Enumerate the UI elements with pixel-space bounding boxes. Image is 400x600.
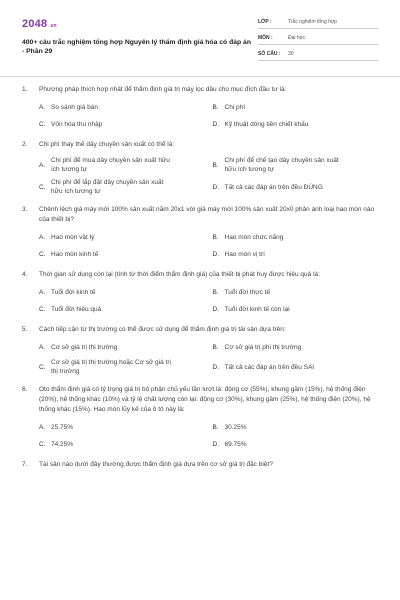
question-item bbox=[22, 270, 378, 316]
site-logo[interactable] bbox=[22, 18, 252, 30]
question-body: Phương pháp thích hợp nhất để thẩm định giá trị máy lọc dầu cho mục đích đầu tư là: bbox=[39, 86, 287, 93]
option-letter: D. bbox=[212, 121, 219, 128]
question-number: 7. bbox=[22, 461, 28, 468]
option-text: Tất cả các đáp án trên đều SAI bbox=[224, 363, 315, 371]
option-b[interactable] bbox=[213, 231, 379, 244]
option-list bbox=[22, 156, 378, 196]
option-text: Hao mòn chức năng bbox=[224, 234, 284, 241]
question-item bbox=[22, 325, 378, 376]
meta-label: SỐ CÂU : bbox=[258, 51, 281, 57]
question-item bbox=[22, 460, 378, 470]
option-text: Vốn hóa thu nhập bbox=[51, 121, 103, 128]
option-b[interactable] bbox=[213, 156, 379, 174]
question-body: Chênh lệch giá máy mới 100% sản xuất năm 20x1 với giá máy mới 100% sản xuất 20x0 phản ánh loại hao mòn nào của thiết bị? bbox=[39, 206, 375, 223]
option-letter: C. bbox=[39, 306, 46, 313]
question-item bbox=[22, 85, 378, 131]
option-text: Tuổi đời kinh tế còn lại bbox=[224, 306, 290, 313]
question-text bbox=[22, 325, 378, 335]
question-number: 6. bbox=[22, 386, 28, 393]
meta-value: Trắc nghiệm tổng hợp bbox=[288, 19, 337, 25]
option-text: Tuổi đời thực tế bbox=[224, 289, 271, 296]
option-text: Chi phí để chế tạo dây chuyền sản xuất hữu ích tương tự bbox=[224, 157, 339, 173]
question-number: 4. bbox=[22, 271, 28, 278]
option-b[interactable] bbox=[213, 341, 379, 354]
option-letter: B. bbox=[212, 289, 219, 296]
option-letter: A. bbox=[39, 234, 46, 241]
question-text bbox=[22, 460, 378, 470]
question-body: Tài sản nào dưới đây thường được thẩm định giá dựa trên cơ sở giá trị đặc biệt? bbox=[39, 461, 273, 468]
option-letter: B. bbox=[212, 104, 219, 111]
option-a[interactable] bbox=[39, 101, 205, 114]
meta-table bbox=[258, 16, 378, 76]
option-c[interactable] bbox=[39, 303, 205, 316]
option-letter: C. bbox=[39, 183, 46, 191]
question-item bbox=[22, 140, 378, 196]
question-text bbox=[22, 270, 378, 280]
meta-value: 30 bbox=[288, 51, 294, 57]
logo-main-text: 2048 bbox=[22, 18, 48, 30]
option-letter: A. bbox=[39, 161, 46, 169]
question-text bbox=[22, 85, 378, 95]
option-list bbox=[22, 101, 378, 131]
option-b[interactable] bbox=[213, 286, 379, 299]
option-letter: A. bbox=[39, 344, 46, 351]
option-c[interactable] bbox=[39, 248, 205, 261]
option-text: Chi phí để lắp đặt dây chuyền sản xuất hữu ích tương tự bbox=[51, 179, 164, 195]
option-a[interactable] bbox=[39, 286, 205, 299]
option-text: Chi phí để mua dây chuyền sản xuất hữu ích tương tự bbox=[51, 157, 170, 173]
option-text: Cơ sở giá trị thị trường hoặc Cơ sở giá trị thị trường bbox=[51, 359, 171, 375]
option-letter: B. bbox=[212, 234, 219, 241]
option-text: Kỹ thuật dòng tiền chiết khấu bbox=[224, 121, 309, 128]
option-text: Tuổi đời kinh tế bbox=[51, 289, 96, 296]
option-letter: C. bbox=[39, 121, 46, 128]
question-body: Thời gian sử dụng còn lại (tính từ thời điểm thẩm định giá) của thiết bị phát huy được hiệu quả là: bbox=[39, 271, 320, 278]
header-left bbox=[22, 18, 252, 76]
option-letter: D. bbox=[212, 363, 219, 371]
option-list bbox=[22, 421, 378, 451]
meta-value: Đại học bbox=[288, 35, 305, 41]
option-d[interactable] bbox=[213, 118, 379, 131]
question-number: 5. bbox=[22, 326, 28, 333]
document-title: 400+ câu trắc nghiệm tổng hợp Nguyên lý thẩm định giá hóa có đáp án - Phần 29 bbox=[22, 39, 251, 55]
option-a[interactable] bbox=[39, 341, 205, 354]
question-item bbox=[22, 385, 378, 451]
option-list bbox=[22, 231, 378, 261]
question-number: 1. bbox=[22, 86, 28, 93]
option-text: 30.25% bbox=[224, 424, 247, 431]
option-text: 25.75% bbox=[51, 424, 74, 431]
meta-row-count bbox=[258, 48, 378, 61]
option-letter: D. bbox=[212, 306, 219, 313]
option-c[interactable] bbox=[39, 118, 205, 131]
option-b[interactable] bbox=[213, 421, 379, 434]
option-text: Cơ sở giá trị thị trường bbox=[51, 344, 118, 351]
option-c[interactable] bbox=[39, 178, 205, 196]
option-text: Hao mòn kinh tế bbox=[51, 251, 99, 258]
question-text bbox=[22, 205, 378, 225]
option-a[interactable] bbox=[39, 231, 205, 244]
question-body: Chi phí thay thế dây chuyền sản xuất có thể là: bbox=[39, 141, 175, 148]
option-letter: C. bbox=[39, 363, 46, 371]
option-letter: C. bbox=[39, 441, 46, 448]
option-letter: D. bbox=[212, 183, 219, 191]
option-a[interactable] bbox=[39, 421, 205, 434]
question-list bbox=[22, 77, 378, 470]
option-letter: C. bbox=[39, 251, 46, 258]
option-letter: B. bbox=[212, 424, 219, 431]
option-c[interactable] bbox=[39, 358, 205, 376]
option-text: 69.75% bbox=[224, 441, 247, 448]
option-letter: B. bbox=[212, 161, 219, 169]
option-letter: A. bbox=[39, 104, 46, 111]
option-list bbox=[22, 341, 378, 376]
option-d[interactable] bbox=[213, 248, 379, 261]
question-item bbox=[22, 205, 378, 261]
meta-label: MÔN : bbox=[258, 35, 273, 41]
option-list bbox=[22, 286, 378, 316]
option-c[interactable] bbox=[39, 438, 205, 451]
option-b[interactable] bbox=[213, 101, 379, 114]
option-letter: D. bbox=[212, 251, 219, 258]
question-number: 2. bbox=[22, 141, 28, 148]
option-text: Cơ sở giá trị phi thị trường bbox=[224, 344, 302, 351]
option-text: Chi phí bbox=[224, 104, 246, 111]
option-letter: A. bbox=[39, 424, 46, 431]
question-body: Oto thẩm định giá có tỷ trọng giá trị bộ phận chủ yếu lần lượt là: động cơ (55%), khung gầm (15%), hệ thống điện (20%), hệ thống khác (10%) và tỷ lệ chất lượng còn lại: động cơ (30%), khung gầm (25%), hệ thống điện (20%), hệ thống khác (15%). Hao mòn lũy kế của ô tô này là: bbox=[39, 386, 371, 413]
question-body: Cách tiếp cận từ thị trường có thể được sử dụng để thẩm định giá trị tài sản dựa trên: bbox=[39, 326, 286, 333]
option-text: Hao mòn vật lý bbox=[51, 234, 95, 241]
option-text: Tất cả các đáp án trên đều ĐÚNG bbox=[224, 183, 323, 191]
option-text: So sánh giá bán bbox=[51, 104, 98, 111]
option-d[interactable] bbox=[213, 303, 379, 316]
option-text: Tuổi đời hiệu quả bbox=[51, 306, 102, 313]
option-d[interactable] bbox=[213, 438, 379, 451]
option-d[interactable] bbox=[213, 358, 379, 376]
option-letter: A. bbox=[39, 289, 46, 296]
meta-label: LỚP : bbox=[258, 19, 272, 25]
option-letter: D. bbox=[212, 441, 219, 448]
question-text bbox=[22, 140, 378, 150]
meta-row-subject bbox=[258, 32, 378, 45]
question-number: 3. bbox=[22, 206, 28, 213]
option-d[interactable] bbox=[213, 178, 379, 196]
question-text bbox=[22, 385, 378, 415]
option-a[interactable] bbox=[39, 156, 205, 174]
document-header bbox=[22, 0, 378, 76]
option-letter: B. bbox=[212, 344, 219, 351]
option-text: Hao mòn vị trí bbox=[224, 251, 265, 258]
logo-suffix-text: .vn bbox=[49, 23, 57, 29]
meta-row-class bbox=[258, 16, 378, 29]
option-text: 74.25% bbox=[51, 441, 74, 448]
